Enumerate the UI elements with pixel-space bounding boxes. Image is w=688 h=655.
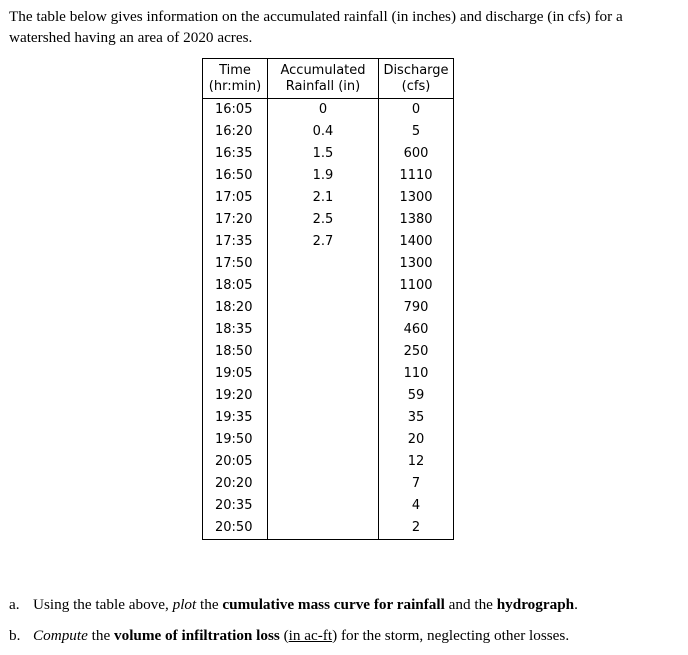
discharge-cell: 1300: [379, 187, 454, 209]
table-row: [203, 99, 454, 122]
time-cell: 16:50: [203, 165, 268, 187]
rainfall-cell: 2.1: [268, 187, 379, 209]
table-row: [203, 517, 454, 540]
question-a-text1: Using the table above,: [33, 596, 173, 613]
header-time: [203, 59, 268, 99]
discharge-cell: 110: [379, 363, 454, 385]
table-body: [203, 99, 454, 540]
table-row: [203, 275, 454, 297]
time-cell: 16:05: [203, 99, 268, 122]
intro-paragraph: The table below gives information on the accumulated rainfall (in inches) and discharge (in cfs) for a watershed having an area of 2020 acres.: [9, 8, 623, 46]
time-cell: 19:35: [203, 407, 268, 429]
question-a-label: a.: [9, 596, 20, 613]
table-row: [203, 473, 454, 495]
time-cell: 20:35: [203, 495, 268, 517]
table-row: [203, 253, 454, 275]
rainfall-cell: [268, 429, 379, 451]
question-b-text2: (: [279, 627, 289, 644]
table-row: [203, 121, 454, 143]
rainfall-cell: [268, 495, 379, 517]
discharge-cell: 2: [379, 517, 454, 540]
discharge-cell: 460: [379, 319, 454, 341]
question-a-text4: .: [574, 596, 578, 613]
discharge-cell: 1110: [379, 165, 454, 187]
question-a-bold1: cumulative mass curve for rainfall: [222, 596, 445, 613]
question-b-verb: Compute: [33, 627, 88, 644]
table-row: [203, 495, 454, 517]
table-row: [203, 209, 454, 231]
question-b-bold1: volume of infiltration loss: [114, 627, 280, 644]
discharge-cell: 4: [379, 495, 454, 517]
rainfall-cell: 0: [268, 99, 379, 122]
header-rainfall: [268, 59, 379, 99]
time-cell: 17:20: [203, 209, 268, 231]
discharge-cell: 12: [379, 451, 454, 473]
table-row: [203, 363, 454, 385]
question-a-text3: and the: [444, 596, 497, 613]
question-a-text2: the: [196, 596, 223, 613]
discharge-cell: 250: [379, 341, 454, 363]
discharge-cell: 0: [379, 99, 454, 122]
table-row: [203, 187, 454, 209]
discharge-cell: 1300: [379, 253, 454, 275]
discharge-cell: 7: [379, 473, 454, 495]
question-b: [9, 625, 569, 646]
rainfall-discharge-table: [202, 58, 454, 540]
rainfall-cell: [268, 517, 379, 540]
question-b-text1: the: [87, 627, 114, 644]
discharge-cell: 790: [379, 297, 454, 319]
discharge-cell: 59: [379, 385, 454, 407]
table-row: [203, 319, 454, 341]
rainfall-cell: [268, 341, 379, 363]
table-row: [203, 165, 454, 187]
discharge-cell: 1400: [379, 231, 454, 253]
question-b-unit: in ac-ft: [288, 627, 333, 644]
table-row: [203, 341, 454, 363]
table-row: [203, 385, 454, 407]
time-cell: 19:20: [203, 385, 268, 407]
header-time-line2: (hr:min): [208, 78, 262, 94]
time-cell: 16:35: [203, 143, 268, 165]
header-discharge-line2: (cfs): [401, 78, 431, 94]
time-cell: 18:35: [203, 319, 268, 341]
table-header-row: [203, 59, 454, 99]
rainfall-cell: 0.4: [268, 121, 379, 143]
rainfall-cell: [268, 363, 379, 385]
time-cell: 17:50: [203, 253, 268, 275]
table-row: [203, 143, 454, 165]
rainfall-cell: [268, 253, 379, 275]
rainfall-cell: 1.5: [268, 143, 379, 165]
header-rainfall-line1: Accumulated: [280, 62, 366, 78]
question-a-verb: plot: [172, 596, 197, 613]
table-row: [203, 231, 454, 253]
rainfall-cell: [268, 319, 379, 341]
rainfall-cell: 2.5: [268, 209, 379, 231]
time-cell: 20:50: [203, 517, 268, 540]
discharge-cell: 20: [379, 429, 454, 451]
header-discharge: [379, 59, 454, 99]
rainfall-cell: [268, 275, 379, 297]
rainfall-cell: 2.7: [268, 231, 379, 253]
table-row: [203, 297, 454, 319]
table-row: [203, 429, 454, 451]
table-row: [203, 407, 454, 429]
time-cell: 18:05: [203, 275, 268, 297]
rainfall-cell: [268, 451, 379, 473]
header-time-line1: Time: [219, 62, 251, 78]
rainfall-cell: 1.9: [268, 165, 379, 187]
time-cell: 18:50: [203, 341, 268, 363]
rainfall-cell: [268, 297, 379, 319]
discharge-cell: 5: [379, 121, 454, 143]
time-cell: 18:20: [203, 297, 268, 319]
discharge-cell: 1380: [379, 209, 454, 231]
rainfall-cell: [268, 473, 379, 495]
time-cell: 20:20: [203, 473, 268, 495]
rainfall-cell: [268, 407, 379, 429]
time-cell: 17:05: [203, 187, 268, 209]
time-cell: 17:35: [203, 231, 268, 253]
time-cell: 20:05: [203, 451, 268, 473]
discharge-cell: 600: [379, 143, 454, 165]
question-b-label: b.: [9, 627, 21, 644]
header-discharge-line1: Discharge: [383, 62, 449, 78]
table-row: [203, 451, 454, 473]
discharge-cell: 35: [379, 407, 454, 429]
question-a: [9, 594, 578, 615]
time-cell: 16:20: [203, 121, 268, 143]
time-cell: 19:50: [203, 429, 268, 451]
rainfall-cell: [268, 385, 379, 407]
question-a-bold2: hydrograph: [496, 596, 575, 613]
question-b-text3: ) for the storm, neglecting other losses.: [332, 627, 570, 644]
time-cell: 19:05: [203, 363, 268, 385]
discharge-cell: 1100: [379, 275, 454, 297]
header-rainfall-line2: Rainfall (in): [285, 78, 361, 94]
